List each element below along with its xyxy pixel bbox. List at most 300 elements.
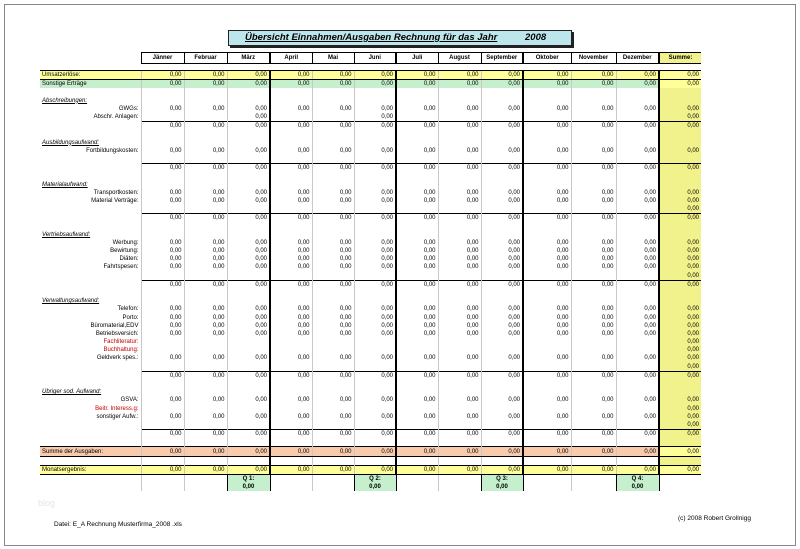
value-cell[interactable]: 0,00 — [523, 71, 571, 80]
value-cell[interactable] — [141, 155, 184, 164]
value-cell[interactable]: 0,00 — [396, 105, 438, 113]
value-cell[interactable] — [659, 231, 701, 239]
value-cell[interactable] — [270, 456, 312, 465]
value-cell[interactable]: 0,00 — [659, 164, 701, 173]
value-cell[interactable]: 0,00 — [354, 305, 396, 313]
value-cell[interactable] — [659, 380, 701, 388]
value-cell[interactable] — [270, 113, 312, 122]
value-cell[interactable]: 0,00 — [481, 430, 523, 439]
value-cell[interactable] — [270, 180, 312, 188]
value-cell[interactable]: 0,00 — [141, 239, 184, 247]
value-cell[interactable]: 0,00 — [438, 354, 481, 362]
value-cell[interactable] — [438, 155, 481, 164]
value-cell[interactable] — [312, 363, 354, 372]
value-cell[interactable]: 0,00 — [481, 71, 523, 80]
value-cell[interactable]: 0,00 — [571, 263, 616, 271]
value-cell[interactable] — [184, 139, 227, 147]
value-cell[interactable] — [270, 97, 312, 105]
value-cell[interactable]: 0,00 — [270, 122, 312, 131]
value-cell[interactable] — [616, 205, 659, 214]
value-cell[interactable] — [312, 172, 354, 180]
value-cell[interactable] — [438, 139, 481, 147]
value-cell[interactable]: 0,00 — [312, 313, 354, 321]
value-cell[interactable] — [481, 97, 523, 105]
value-cell[interactable]: 0,00 — [184, 330, 227, 338]
value-cell[interactable]: 0,00 — [571, 197, 616, 205]
value-cell[interactable]: 0,00 — [141, 413, 184, 421]
value-cell[interactable] — [396, 388, 438, 396]
value-cell[interactable]: 0,00 — [396, 430, 438, 439]
value-cell[interactable] — [354, 388, 396, 396]
value-cell[interactable]: 0,00 — [312, 197, 354, 205]
value-cell[interactable] — [438, 456, 481, 465]
value-cell[interactable] — [481, 180, 523, 188]
value-cell[interactable]: 0,00 — [354, 147, 396, 155]
value-cell[interactable]: 0,00 — [227, 255, 270, 263]
value-cell[interactable]: 0,00 — [141, 255, 184, 263]
value-cell[interactable]: 0,00 — [438, 305, 481, 313]
value-cell[interactable]: 0,00 — [270, 322, 312, 330]
value-cell[interactable] — [438, 180, 481, 188]
value-cell[interactable] — [270, 272, 312, 281]
value-cell[interactable]: 0,00 — [438, 239, 481, 247]
value-cell[interactable] — [523, 456, 571, 465]
value-cell[interactable] — [184, 421, 227, 430]
value-cell[interactable]: 0,00 — [659, 255, 701, 263]
value-cell[interactable] — [184, 97, 227, 105]
value-cell[interactable]: 0,00 — [227, 71, 270, 80]
value-cell[interactable]: 0,00 — [523, 330, 571, 338]
value-cell[interactable]: 0,00 — [270, 447, 312, 456]
value-cell[interactable] — [481, 297, 523, 305]
value-cell[interactable] — [141, 388, 184, 396]
value-cell[interactable]: 0,00 — [354, 239, 396, 247]
value-cell[interactable] — [270, 338, 312, 346]
value-cell[interactable] — [354, 421, 396, 430]
value-cell[interactable] — [184, 405, 227, 413]
value-cell[interactable] — [659, 297, 701, 305]
value-cell[interactable]: 0,00 — [396, 465, 438, 474]
value-cell[interactable] — [396, 297, 438, 305]
value-cell[interactable]: 0,00 — [270, 255, 312, 263]
value-cell[interactable]: 0,00 — [659, 272, 701, 281]
value-cell[interactable] — [396, 113, 438, 122]
value-cell[interactable] — [571, 388, 616, 396]
value-cell[interactable] — [396, 456, 438, 465]
value-cell[interactable]: 0,00 — [481, 305, 523, 313]
value-cell[interactable]: 0,00 — [270, 305, 312, 313]
value-cell[interactable]: 0,00 — [396, 354, 438, 362]
value-cell[interactable]: 0,00 — [396, 189, 438, 197]
value-cell[interactable]: 0,00 — [659, 247, 701, 255]
value-cell[interactable] — [571, 297, 616, 305]
value-cell[interactable] — [141, 338, 184, 346]
value-cell[interactable]: 0,00 — [659, 405, 701, 413]
value-cell[interactable] — [438, 88, 481, 96]
value-cell[interactable] — [659, 289, 701, 297]
value-cell[interactable]: 0,00 — [616, 465, 659, 474]
value-cell[interactable] — [571, 222, 616, 230]
value-cell[interactable]: 0,00 — [571, 354, 616, 362]
value-cell[interactable] — [270, 88, 312, 96]
value-cell[interactable]: 0,00 — [438, 147, 481, 155]
value-cell[interactable]: 0,00 — [571, 396, 616, 404]
value-cell[interactable]: 0,00 — [354, 280, 396, 289]
value-cell[interactable]: 0,00 — [659, 205, 701, 214]
value-cell[interactable]: 0,00 — [571, 164, 616, 173]
value-cell[interactable] — [354, 155, 396, 164]
value-cell[interactable] — [438, 297, 481, 305]
value-cell[interactable]: 0,00 — [270, 330, 312, 338]
value-cell[interactable] — [354, 438, 396, 447]
value-cell[interactable] — [270, 438, 312, 447]
value-cell[interactable] — [659, 388, 701, 396]
value-cell[interactable]: 0,00 — [270, 430, 312, 439]
value-cell[interactable]: 0,00 — [227, 305, 270, 313]
value-cell[interactable]: 0,00 — [312, 189, 354, 197]
value-cell[interactable] — [571, 231, 616, 239]
value-cell[interactable] — [396, 363, 438, 372]
value-cell[interactable]: 0,00 — [270, 354, 312, 362]
value-cell[interactable]: 0,00 — [616, 430, 659, 439]
value-cell[interactable] — [396, 180, 438, 188]
value-cell[interactable] — [227, 231, 270, 239]
value-cell[interactable]: 0,00 — [571, 255, 616, 263]
value-cell[interactable] — [571, 180, 616, 188]
value-cell[interactable] — [312, 338, 354, 346]
value-cell[interactable]: 0,00 — [396, 164, 438, 173]
value-cell[interactable] — [354, 405, 396, 413]
value-cell[interactable] — [184, 231, 227, 239]
value-cell[interactable] — [141, 346, 184, 354]
value-cell[interactable]: 0,00 — [227, 214, 270, 223]
value-cell[interactable] — [616, 130, 659, 138]
value-cell[interactable] — [523, 338, 571, 346]
value-cell[interactable]: 0,00 — [481, 122, 523, 131]
value-cell[interactable]: 0,00 — [312, 263, 354, 271]
value-cell[interactable] — [396, 130, 438, 138]
value-cell[interactable] — [571, 421, 616, 430]
value-cell[interactable]: 0,00 — [659, 465, 701, 474]
value-cell[interactable]: 0,00 — [396, 71, 438, 80]
value-cell[interactable] — [659, 155, 701, 164]
value-cell[interactable]: 0,00 — [481, 197, 523, 205]
value-cell[interactable] — [571, 130, 616, 138]
value-cell[interactable]: 0,00 — [184, 247, 227, 255]
value-cell[interactable]: 0,00 — [616, 197, 659, 205]
value-cell[interactable]: 0,00 — [659, 71, 701, 80]
value-cell[interactable]: 0,00 — [270, 280, 312, 289]
value-cell[interactable]: 0,00 — [571, 214, 616, 223]
value-cell[interactable] — [523, 113, 571, 122]
value-cell[interactable]: 0,00 — [141, 430, 184, 439]
value-cell[interactable]: 0,00 — [396, 214, 438, 223]
value-cell[interactable] — [227, 388, 270, 396]
value-cell[interactable]: 0,00 — [659, 113, 701, 122]
value-cell[interactable] — [354, 205, 396, 214]
value-cell[interactable] — [481, 346, 523, 354]
value-cell[interactable]: 0,00 — [523, 80, 571, 89]
value-cell[interactable]: 0,00 — [312, 239, 354, 247]
value-cell[interactable]: 0,00 — [270, 71, 312, 80]
value-cell[interactable]: 0,00 — [184, 122, 227, 131]
value-cell[interactable]: 0,00 — [354, 189, 396, 197]
value-cell[interactable]: 0,00 — [481, 147, 523, 155]
value-cell[interactable]: 0,00 — [396, 255, 438, 263]
value-cell[interactable]: 0,00 — [481, 322, 523, 330]
value-cell[interactable]: 0,00 — [312, 80, 354, 89]
value-cell[interactable]: 0,00 — [396, 413, 438, 421]
value-cell[interactable] — [659, 97, 701, 105]
value-cell[interactable] — [616, 113, 659, 122]
value-cell[interactable] — [523, 421, 571, 430]
value-cell[interactable]: 0,00 — [354, 322, 396, 330]
value-cell[interactable] — [481, 289, 523, 297]
value-cell[interactable] — [438, 222, 481, 230]
value-cell[interactable]: 0,00 — [481, 465, 523, 474]
value-cell[interactable]: 0,00 — [438, 430, 481, 439]
value-cell[interactable] — [184, 297, 227, 305]
value-cell[interactable]: 0,00 — [227, 197, 270, 205]
value-cell[interactable] — [523, 205, 571, 214]
value-cell[interactable] — [312, 222, 354, 230]
value-cell[interactable] — [227, 289, 270, 297]
value-cell[interactable] — [438, 97, 481, 105]
value-cell[interactable]: 0,00 — [354, 113, 396, 122]
value-cell[interactable]: 0,00 — [227, 371, 270, 380]
value-cell[interactable] — [481, 456, 523, 465]
value-cell[interactable] — [616, 222, 659, 230]
value-cell[interactable]: 0,00 — [571, 247, 616, 255]
value-cell[interactable] — [523, 363, 571, 372]
value-cell[interactable] — [616, 405, 659, 413]
value-cell[interactable] — [438, 338, 481, 346]
value-cell[interactable] — [141, 380, 184, 388]
value-cell[interactable]: 0,00 — [312, 164, 354, 173]
value-cell[interactable] — [141, 421, 184, 430]
value-cell[interactable]: 0,00 — [616, 105, 659, 113]
value-cell[interactable]: 0,00 — [184, 80, 227, 89]
value-cell[interactable] — [571, 363, 616, 372]
value-cell[interactable]: 0,00 — [659, 214, 701, 223]
value-cell[interactable] — [141, 438, 184, 447]
value-cell[interactable]: 0,00 — [354, 330, 396, 338]
value-cell[interactable]: 0,00 — [438, 413, 481, 421]
value-cell[interactable] — [616, 338, 659, 346]
value-cell[interactable]: 0,00 — [354, 263, 396, 271]
value-cell[interactable]: 0,00 — [616, 80, 659, 89]
value-cell[interactable] — [481, 272, 523, 281]
value-cell[interactable]: 0,00 — [312, 413, 354, 421]
value-cell[interactable] — [481, 405, 523, 413]
value-cell[interactable]: 0,00 — [312, 430, 354, 439]
value-cell[interactable]: 0,00 — [312, 255, 354, 263]
value-cell[interactable] — [141, 456, 184, 465]
value-cell[interactable] — [438, 289, 481, 297]
value-cell[interactable] — [354, 289, 396, 297]
value-cell[interactable]: 0,00 — [523, 322, 571, 330]
value-cell[interactable]: 0,00 — [227, 80, 270, 89]
value-cell[interactable] — [616, 180, 659, 188]
value-cell[interactable] — [481, 388, 523, 396]
value-cell[interactable] — [227, 172, 270, 180]
value-cell[interactable] — [396, 346, 438, 354]
value-cell[interactable]: 0,00 — [354, 255, 396, 263]
value-cell[interactable]: 0,00 — [354, 396, 396, 404]
value-cell[interactable] — [312, 289, 354, 297]
value-cell[interactable]: 0,00 — [141, 305, 184, 313]
value-cell[interactable] — [227, 180, 270, 188]
value-cell[interactable]: 0,00 — [227, 447, 270, 456]
value-cell[interactable] — [270, 421, 312, 430]
value-cell[interactable] — [270, 346, 312, 354]
value-cell[interactable]: 0,00 — [184, 313, 227, 321]
value-cell[interactable] — [184, 222, 227, 230]
value-cell[interactable]: 0,00 — [227, 263, 270, 271]
value-cell[interactable]: 0,00 — [184, 430, 227, 439]
value-cell[interactable]: 0,00 — [354, 122, 396, 131]
value-cell[interactable]: 0,00 — [141, 122, 184, 131]
value-cell[interactable]: 0,00 — [396, 371, 438, 380]
value-cell[interactable] — [227, 338, 270, 346]
value-cell[interactable]: 0,00 — [659, 447, 701, 456]
value-cell[interactable] — [523, 438, 571, 447]
value-cell[interactable]: 0,00 — [312, 371, 354, 380]
value-cell[interactable]: 0,00 — [184, 255, 227, 263]
value-cell[interactable]: 0,00 — [184, 396, 227, 404]
value-cell[interactable]: 0,00 — [312, 214, 354, 223]
value-cell[interactable] — [270, 172, 312, 180]
value-cell[interactable] — [616, 421, 659, 430]
value-cell[interactable] — [227, 97, 270, 105]
value-cell[interactable] — [354, 130, 396, 138]
value-cell[interactable]: 0,00 — [227, 413, 270, 421]
value-cell[interactable]: 0,00 — [227, 313, 270, 321]
value-cell[interactable]: 0,00 — [571, 322, 616, 330]
value-cell[interactable] — [481, 438, 523, 447]
value-cell[interactable]: 0,00 — [396, 396, 438, 404]
value-cell[interactable]: 0,00 — [571, 280, 616, 289]
value-cell[interactable] — [438, 205, 481, 214]
value-cell[interactable]: 0,00 — [141, 371, 184, 380]
value-cell[interactable] — [616, 155, 659, 164]
value-cell[interactable] — [616, 297, 659, 305]
value-cell[interactable]: 0,00 — [438, 447, 481, 456]
value-cell[interactable]: 0,00 — [184, 189, 227, 197]
value-cell[interactable]: 0,00 — [184, 147, 227, 155]
value-cell[interactable]: 0,00 — [227, 330, 270, 338]
value-cell[interactable] — [227, 222, 270, 230]
value-cell[interactable]: 0,00 — [227, 113, 270, 122]
value-cell[interactable]: 0,00 — [184, 239, 227, 247]
value-cell[interactable]: 0,00 — [270, 197, 312, 205]
value-cell[interactable] — [523, 139, 571, 147]
value-cell[interactable] — [438, 346, 481, 354]
value-cell[interactable]: 0,00 — [141, 189, 184, 197]
value-cell[interactable]: 0,00 — [141, 147, 184, 155]
value-cell[interactable]: 0,00 — [141, 354, 184, 362]
value-cell[interactable]: 0,00 — [396, 239, 438, 247]
value-cell[interactable] — [354, 338, 396, 346]
value-cell[interactable]: 0,00 — [659, 189, 701, 197]
value-cell[interactable] — [616, 438, 659, 447]
value-cell[interactable]: 0,00 — [523, 430, 571, 439]
value-cell[interactable] — [481, 88, 523, 96]
value-cell[interactable]: 0,00 — [312, 280, 354, 289]
value-cell[interactable]: 0,00 — [184, 263, 227, 271]
value-cell[interactable] — [616, 289, 659, 297]
value-cell[interactable] — [438, 405, 481, 413]
value-cell[interactable]: 0,00 — [354, 164, 396, 173]
value-cell[interactable] — [354, 139, 396, 147]
value-cell[interactable] — [141, 297, 184, 305]
value-cell[interactable]: 0,00 — [481, 247, 523, 255]
value-cell[interactable] — [312, 456, 354, 465]
value-cell[interactable]: 0,00 — [438, 263, 481, 271]
value-cell[interactable]: 0,00 — [438, 189, 481, 197]
value-cell[interactable] — [571, 172, 616, 180]
value-cell[interactable] — [270, 297, 312, 305]
value-cell[interactable] — [227, 297, 270, 305]
value-cell[interactable] — [481, 231, 523, 239]
value-cell[interactable] — [312, 405, 354, 413]
value-cell[interactable] — [616, 139, 659, 147]
value-cell[interactable]: 0,00 — [481, 280, 523, 289]
value-cell[interactable] — [354, 180, 396, 188]
value-cell[interactable] — [616, 172, 659, 180]
value-cell[interactable] — [571, 405, 616, 413]
value-cell[interactable] — [396, 380, 438, 388]
value-cell[interactable]: 0,00 — [616, 189, 659, 197]
value-cell[interactable] — [523, 172, 571, 180]
value-cell[interactable]: 0,00 — [354, 465, 396, 474]
value-cell[interactable]: 0,00 — [227, 105, 270, 113]
value-cell[interactable] — [523, 155, 571, 164]
value-cell[interactable]: 0,00 — [571, 122, 616, 131]
value-cell[interactable]: 0,00 — [523, 354, 571, 362]
value-cell[interactable] — [616, 363, 659, 372]
value-cell[interactable] — [227, 438, 270, 447]
value-cell[interactable] — [396, 172, 438, 180]
value-cell[interactable]: 0,00 — [659, 354, 701, 362]
value-cell[interactable] — [184, 289, 227, 297]
value-cell[interactable]: 0,00 — [523, 447, 571, 456]
value-cell[interactable]: 0,00 — [227, 247, 270, 255]
value-cell[interactable]: 0,00 — [523, 396, 571, 404]
value-cell[interactable] — [141, 139, 184, 147]
value-cell[interactable]: 0,00 — [616, 413, 659, 421]
value-cell[interactable] — [312, 297, 354, 305]
value-cell[interactable]: 0,00 — [354, 371, 396, 380]
value-cell[interactable]: 0,00 — [354, 313, 396, 321]
value-cell[interactable] — [312, 438, 354, 447]
value-cell[interactable] — [396, 421, 438, 430]
value-cell[interactable]: 0,00 — [481, 214, 523, 223]
value-cell[interactable]: 0,00 — [227, 164, 270, 173]
value-cell[interactable] — [354, 456, 396, 465]
value-cell[interactable]: 0,00 — [141, 447, 184, 456]
value-cell[interactable] — [396, 289, 438, 297]
value-cell[interactable] — [396, 405, 438, 413]
value-cell[interactable] — [616, 272, 659, 281]
value-cell[interactable]: 0,00 — [184, 413, 227, 421]
value-cell[interactable]: 0,00 — [523, 371, 571, 380]
value-cell[interactable] — [354, 222, 396, 230]
value-cell[interactable] — [227, 155, 270, 164]
value-cell[interactable] — [616, 346, 659, 354]
value-cell[interactable] — [141, 231, 184, 239]
value-cell[interactable]: 0,00 — [396, 322, 438, 330]
